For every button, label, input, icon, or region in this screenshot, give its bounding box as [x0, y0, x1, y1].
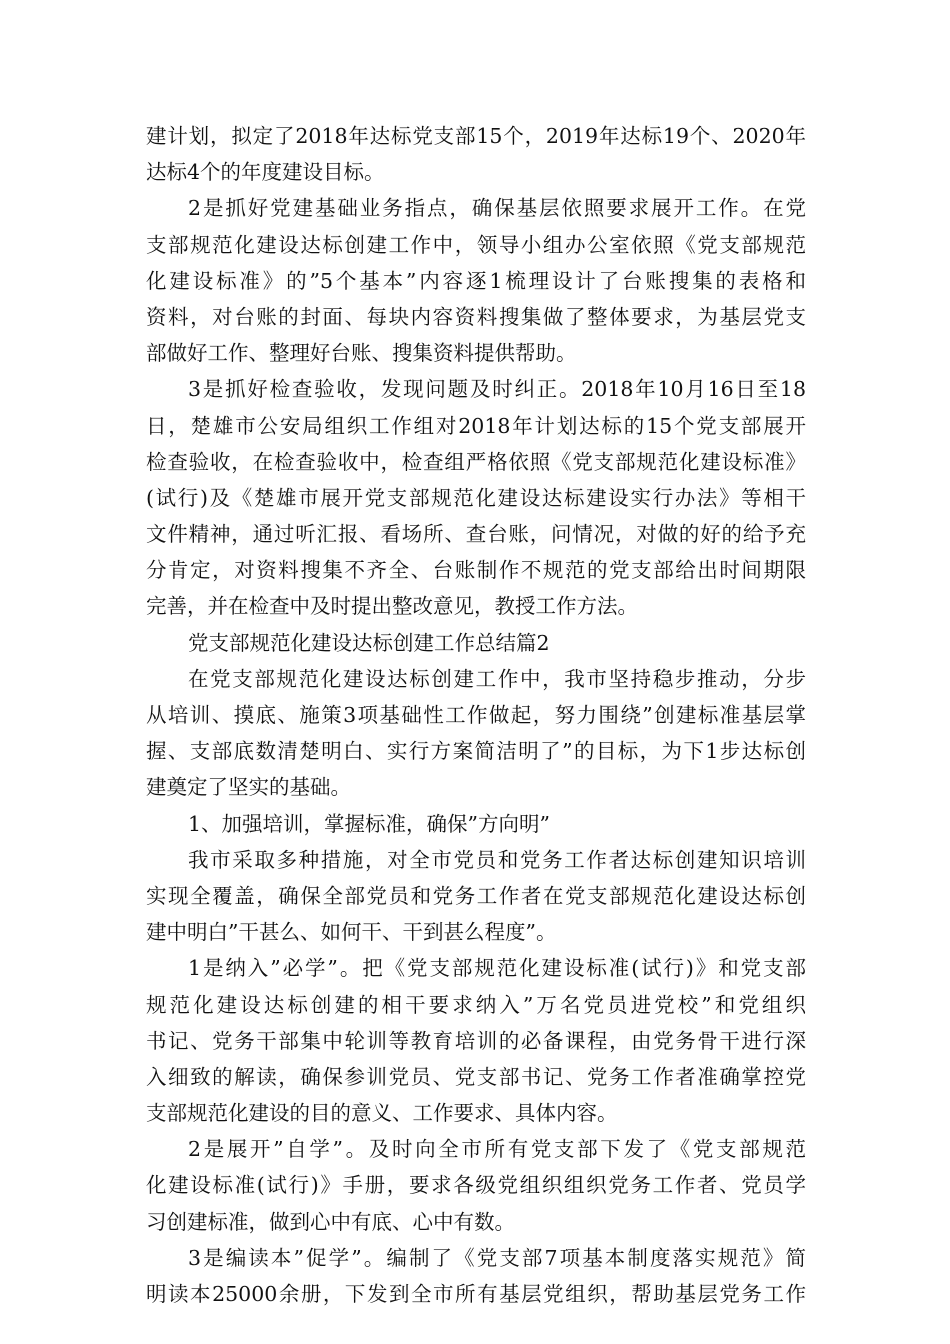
text-line: 建中明白”干甚么、如何干、干到甚么程度”。 — [146, 920, 557, 945]
text-line: 完善，并在检查中及时提出整改意见，教授工作方法。 — [146, 594, 638, 619]
text-line: 检查验收，在检查验收中，检查组严格依照《党支部规范化建设标准》 — [146, 449, 806, 474]
text-line: 从培训、摸底、施策3项基础性工作做起，努力围绕”创建标准基层掌 — [146, 703, 806, 727]
text-line: 建计划，拟定了2018年达标党支部15个，2019年达标19个、2020年 — [146, 124, 806, 148]
text-line: 文件精神，通过听汇报、看场所、查台账，问情况，对做的好的给予充 — [146, 522, 806, 547]
text-line: (试行)及《楚雄市展开党支部规范化建设达标建设实行办法》等相干 — [146, 485, 806, 510]
text-line: 建奠定了坚实的基础。 — [146, 775, 351, 800]
text-line: 3是抓好检查验收，发现问题及时纠正。2018年10月16日至18 — [188, 377, 806, 402]
text-line: 达标4个的年度建设目标。 — [146, 160, 385, 185]
text-line: 部做好工作、整理好台账、搜集资料提供帮助。 — [146, 341, 577, 366]
text-line: 化建设标准(试行)》手册，要求各级党组织组织党务工作者、党员学 — [146, 1173, 806, 1198]
text-line: 入细致的解读，确保参训党员、党支部书记、党务工作者准确掌控党 — [146, 1064, 806, 1089]
text-line: 握、支部底数清楚明白、实行方案简洁明了”的目标，为下1步达标创 — [146, 739, 806, 764]
text-line: 分肯定，对资料搜集不齐全、台账制作不规范的党支部给出时间期限 — [146, 558, 806, 583]
text-line: 支部规范化建设达标创建工作中，领导小组办公室依照《党支部规范 — [146, 232, 806, 257]
text-line: 2是展开”自学”。及时向全市所有党支部下发了《党支部规范 — [188, 1137, 806, 1162]
text-line: 实现全覆盖，确保全部党员和党务工作者在党支部规范化建设达标创 — [146, 883, 806, 908]
text-line: 规范化建设达标创建的相干要求纳入”万名党员进党校”和党组织 — [146, 992, 806, 1017]
text-line: 1、加强培训，掌握标准，确保”方向明” — [188, 811, 551, 836]
text-line: 明读本25000余册，下发到全市所有基层党组织，帮助基层党务工作 — [146, 1282, 806, 1306]
text-line: 日，楚雄市公安局组织工作组对2018年计划达标的15个党支部展开 — [146, 413, 806, 438]
text-line: 我市采取多种措施，对全市党员和党务工作者达标创建知识培训 — [188, 847, 806, 872]
text-line: 化建设标准》的”5个基本”内容逐1梳理设计了台账搜集的表格和 — [146, 268, 806, 293]
text-line: 资料，对台账的封面、每块内容资料搜集做了整体要求，为基层党支 — [146, 304, 806, 329]
text-line: 党支部规范化建设达标创建工作总结篇2 — [188, 630, 550, 655]
text-line: 2是抓好党建基础业务指点，确保基层依照要求展开工作。在党 — [188, 196, 806, 221]
text-line: 1是纳入”必学”。把《党支部规范化建设标准(试行)》和党支部 — [188, 956, 806, 981]
text-line: 书记、党务干部集中轮训等教育培训的必备课程，由党务骨干进行深 — [146, 1028, 806, 1053]
text-line: 3是编读本”促学”。编制了《党支部7项基本制度落实规范》简 — [188, 1245, 806, 1270]
text-line: 习创建标准，做到心中有底、心中有数。 — [146, 1209, 515, 1234]
text-line: 支部规范化建设的目的意义、工作要求、具体内容。 — [146, 1101, 618, 1126]
text-line: 在党支部规范化建设达标创建工作中，我市坚持稳步推动，分步 — [188, 666, 806, 691]
document-body — [146, 118, 806, 1312]
